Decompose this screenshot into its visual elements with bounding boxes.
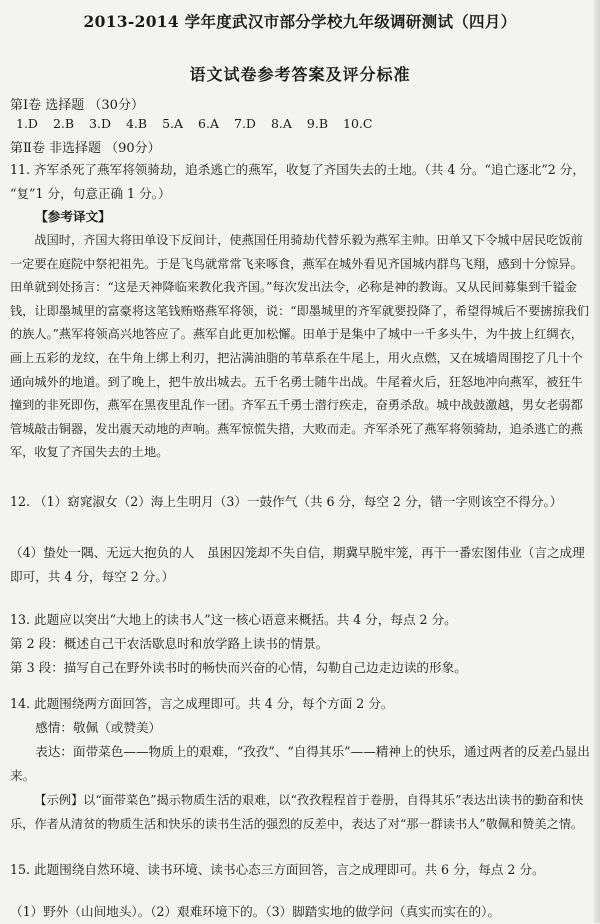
answer-7: 7.D xyxy=(234,116,256,131)
q11-translation: 战国时，齐国大将田单设下反间计，使燕国任用骑劫代替乐毅为燕军主帅。田单又下令城中居民吃饭前一定要在庭院中祭祀祖先。于是飞鸟就常常飞来啄食，燕军在城外看见齐国城内群鸟飞翔，感到十分惊异。田单就到处扬言：“这是天神降临来教化我齐国。”每次发出法令，必称是神的教诲。又从民间募集到千镒金钱，让即墨城里的富豪将这笔钱贿赂燕军将领，说：“即墨城里的齐军就要投降了，希望得城后不要掳掠我们的族人。”燕军将领高兴地答应了。燕军自此更加松懈。田单于是集中了城中一千多头牛，为牛披上红绸衣，画上五彩的龙纹，在牛角上绑上利刃，把沾满油脂的苇草系在牛尾上，用火点燃，又在城墙周围挖了几十个通向城外的地道。到了晚上，把牛放出城去。五千名勇士随牛出战。牛尾着火后，狂怒地冲向燕军，被狂牛撞到的非死即伤，燕军在黑夜里乱作一团。齐军五千勇士潜行疾走，奋勇杀敌。城中战鼓激越，男女老弱都管城敲击铜器，发出震天动地的声响。燕军惊慌失措，大败而走。齐军杀死了燕军将领骑劫，追杀逃亡的燕军，收复了齐国失去的土地。 xyxy=(10,233,590,460)
answer-4: 4.B xyxy=(125,116,148,131)
exam-title: 2013-2014 学年度武汉市部分学校九年级调研测试（四月） xyxy=(83,12,517,31)
answer-5: 5.A xyxy=(162,116,184,131)
q11-reference-label: 【参考译文】 xyxy=(35,209,111,224)
answer-9: 9.B xyxy=(306,116,329,131)
q13-line1: 13. 此题应以突出“大地上的读书人”这一核心语意来概括。共 4 分，每点 2 分。 xyxy=(10,612,457,627)
part1-heading: 第Ⅰ卷 选择题 （30分） xyxy=(10,98,144,113)
part1-answer-row xyxy=(16,116,383,131)
q11-answer: 11. 齐军杀死了燕军将领骑劫，追杀逃亡的燕军，收复了齐国失去的土地。（共 4 分。“追亡逐北”2 分， “复”1 分，句意正确 1 分。） xyxy=(10,162,585,202)
answer-2: 2.B xyxy=(52,116,75,131)
q14-line1: 14. 此题围绕两方面回答，言之成理即可。共 4 分，每个方面 2 分。 xyxy=(10,696,394,711)
q14-feeling: 感情：敬佩（或赞美） xyxy=(35,720,162,735)
answer-10: 10.C xyxy=(343,116,373,131)
q14-expression: 表达：面带菜色——物质上的艰难，“孜孜”、“自得其乐”——精神上的快乐，通过两者的反差凸显出来。 xyxy=(10,744,590,784)
q13-line2: 第 2 段：概述自己干农活歇息时和放学路上读书的情景。 xyxy=(10,636,329,651)
part2-heading: 第Ⅱ卷 非选择题 （90分） xyxy=(10,141,161,156)
answer-8: 8.A xyxy=(270,116,292,131)
q14-example: 【示例】以“面带菜色”揭示物质生活的艰难，以“孜孜程程首于卷册，自得其乐”表达出读书的勤奋和快乐，作者从清贫的物质生活和快乐的读书生活的强烈的反差中，表达了对“那一群读书人”敬佩和赞美之情。 xyxy=(10,793,584,831)
q15-line2: （1）野外（山间地头）。（2）艰难环境下的。（3）脚踏实地的做学问（真实而实在的）。 xyxy=(10,904,500,919)
answer-1: 1.D xyxy=(16,116,38,131)
q13-line3: 第 3 段：描写自己在野外读书时的畅快而兴奋的心情，勾勒自己边走边读的形象。 xyxy=(10,660,467,675)
document-subtitle: 语文试卷参考答案及评分标准 xyxy=(189,65,411,84)
page-edge-shadow xyxy=(594,0,600,923)
q15-line1: 15. 此题围绕自然环境、读书环境、读书心态三方面回答，言之成理即可。共 6 分，每点 2 分。 xyxy=(10,862,545,877)
answer-6: 6.A xyxy=(198,116,220,131)
q12-line1: 12. （1）窈窕淑女（2）海上生明月（3）一鼓作气（共 6 分，每空 2 分，错一字则该空不得分。） xyxy=(10,494,563,509)
q12-line2: （4）蛰处一隅、无远大抱负的人 虽困囚笼却不失自信，期冀早脱牢笼，再干一番宏图伟业（言之成理即可，共 4 分，每空 2 分。） xyxy=(10,545,585,585)
answer-3: 3.D xyxy=(89,116,111,131)
